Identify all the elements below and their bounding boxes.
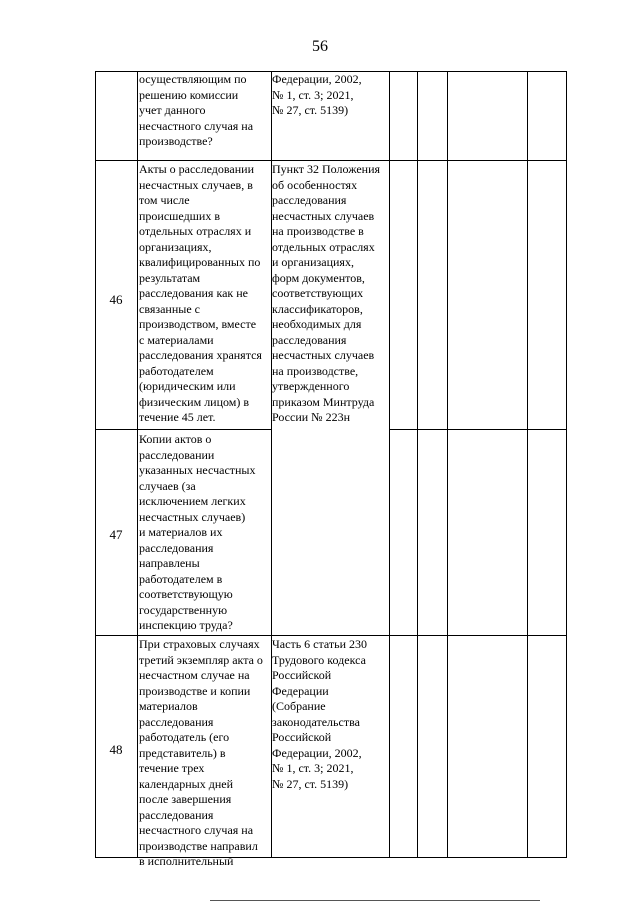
table-border-left [95, 71, 96, 858]
table-row-number: 48 [109, 742, 123, 757]
table-row-number: 47 [109, 527, 123, 542]
table-row-basis: Федерации, 2002, № 1, ст. 3; 2021, № 27, ст. 5139) [272, 72, 362, 117]
table-row-basis: Пункт 32 Положения об особенностях расследования несчастных случаев на производстве в отдельных отраслях и организациях, форм документов, соответствующих классификаторов, необходимых для расследования несчастных случаев на производстве, утвержденного приказом Минтруда России № 223н [272, 162, 381, 424]
column-divider [137, 71, 138, 858]
row-divider [389, 429, 566, 430]
scan-speck [566, 810, 567, 812]
page-number: 56 [312, 38, 328, 55]
column-divider [447, 71, 448, 858]
row-divider [95, 635, 566, 636]
table-row-question: осуществляющим по решению комиссии учет данного несчастного случая на производстве? [139, 72, 254, 148]
row-divider [95, 160, 566, 161]
column-divider [417, 71, 418, 858]
scan-edge-line [210, 900, 540, 901]
table-row-number: 46 [109, 292, 123, 307]
table-border-right [566, 71, 567, 858]
table-row-question: Акты о расследовании несчастных случаев, в том числе происшедших в отдельных отраслях и организациях, квалифицированных по результатам расследования как не связанные с производством, вместе с материалами расследования хранятся работодателем (юридическим или физическим лицом) в течение 45 лет. [139, 162, 262, 424]
table-row-question: Копии актов о расследовании указанных несчастных случаев (за исключением легких несчастных случаев) и материалов их расследования направлены работодателем в соответствующую государственную инспекцию труда? [139, 432, 256, 632]
row-divider [95, 429, 271, 430]
table-row-basis: Часть 6 статьи 230 Трудового кодекса Российской Федерации (Собрание законодательства Российской Федерации, 2002, № 1, ст. 3; 2021, № 27, ст. 5139) [272, 637, 368, 791]
table-row-question: При страховых случаях третий экземпляр акта о несчастном случае на производстве и копии материалов расследования работодатель (его представитель) в течение трех календарных дней после завершения расследования несчастного случая на производстве направил в исполнительный [139, 637, 263, 868]
column-divider [527, 71, 528, 858]
column-divider [389, 71, 390, 858]
